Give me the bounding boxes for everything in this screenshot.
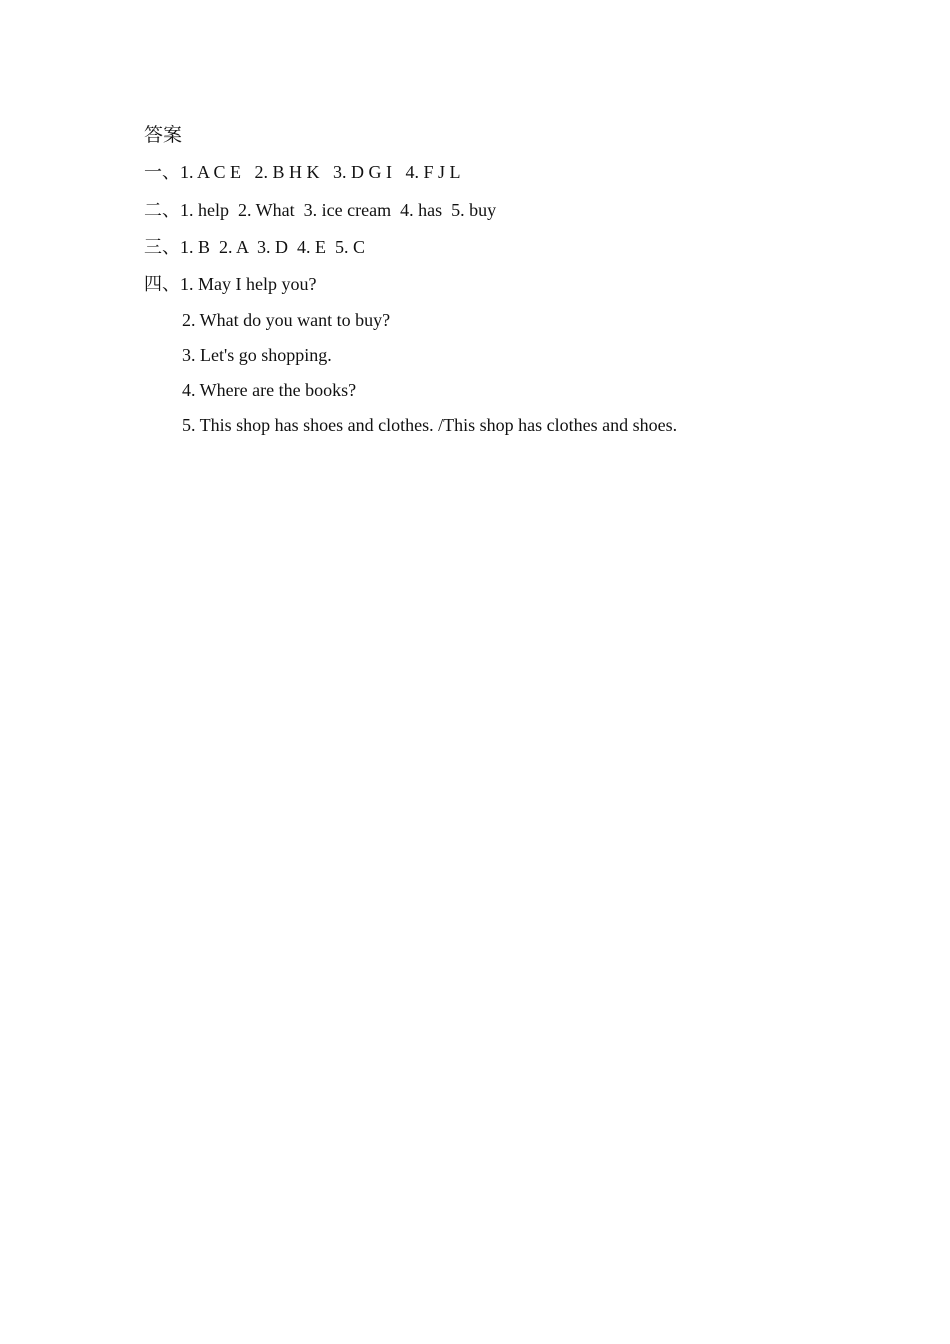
answer-line: 5. This shop has shoes and clothes. /This shop has clothes and shoes. xyxy=(182,415,678,435)
section-answers: 1. May I help you? xyxy=(180,274,317,294)
answer-section-1 xyxy=(144,160,461,184)
section-number: 二、 xyxy=(144,200,180,220)
section-answers: 1. help 2. What 3. ice cream 4. has 5. buy xyxy=(180,200,497,220)
answer-section-3 xyxy=(144,235,365,259)
section-answers: 1. A C E 2. B H K 3. D G I 4. F J L xyxy=(180,162,461,182)
answer-section-4 xyxy=(144,272,316,296)
section-number: 一、 xyxy=(144,162,180,182)
section-number: 四、 xyxy=(144,274,180,294)
answer-line: 3. Let's go shopping. xyxy=(182,345,332,365)
section-number: 三、 xyxy=(144,237,180,257)
section-answers: 1. B 2. A 3. D 4. E 5. C xyxy=(180,237,366,257)
answer-line: 2. What do you want to buy? xyxy=(182,310,391,330)
page-title: 答案 xyxy=(144,125,183,146)
answer-section-2 xyxy=(144,198,496,222)
answer-line: 4. Where are the books? xyxy=(182,380,357,400)
